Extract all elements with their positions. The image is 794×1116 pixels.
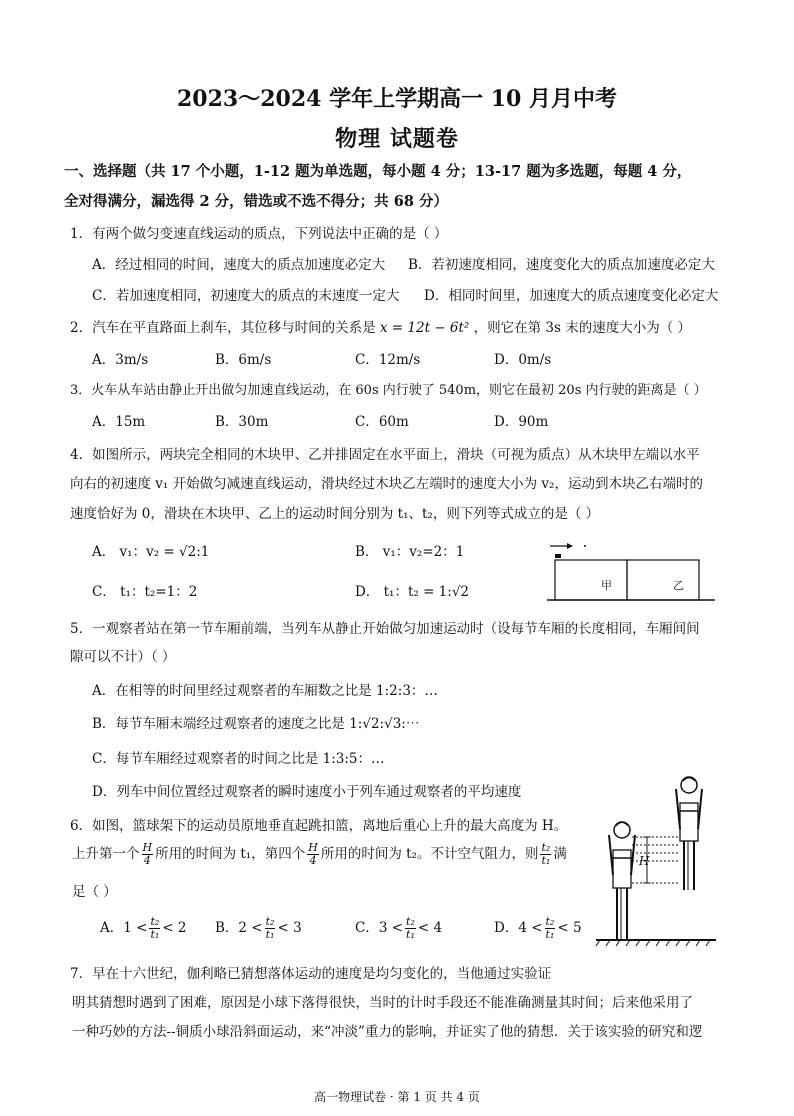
q5-option-a: A．在相等的时间里经过观察者的车厢数之比是 1:2:3：… — [92, 683, 438, 699]
frac-denominator: t₁ — [150, 928, 160, 941]
q1-stem: 1．有两个做匀变速直线运动的质点，下列说法中正确的是（ ） — [70, 226, 448, 242]
q6-option-a — [100, 916, 187, 941]
q6-option-d — [494, 916, 582, 941]
q6-option-d-frac — [545, 916, 556, 941]
q2-option-b: B．6m/s — [215, 352, 272, 368]
frac-numerator: t₂ — [150, 915, 160, 928]
q4-line3: 速度恰好为 0，滑块在木块甲、乙上的运动时间分别为 t₁、t₂，则下列等式成立的是（ ） — [70, 506, 600, 522]
q6-option-c-start: C．3 < — [355, 920, 404, 936]
q6-line2 — [72, 842, 567, 867]
q6-option-c — [355, 916, 442, 941]
q3-option-b: B．30m — [215, 414, 269, 430]
q3-option-a: A．15m — [92, 414, 146, 430]
q4-option-d: D． t₁：t₂ = 1:√2 — [355, 584, 470, 600]
q4-option-a: A． v₁：v₂ = √2:1 — [92, 544, 210, 560]
q6-option-b — [215, 916, 302, 941]
q2-option-c: C．12m/s — [355, 352, 421, 368]
q6-line2-c: 所用的时间为 t₂。不计空气阻力，则 — [320, 846, 539, 862]
q3-stem: 3．火车从车站由静止开出做匀加速直线运动，在 60s 内行驶了 540m，则它在最初 20s 内行驶的距离是（ ） — [70, 383, 707, 398]
q6-option-b-start: B．2 < — [215, 920, 263, 936]
frac-denominator: t₁ — [406, 928, 415, 941]
frac-denominator: t₁ — [545, 928, 555, 941]
q7-line1: 7．早在十六世纪，伽利略已猜想落体运动的速度是均匀变化的，当他通过实验证 — [70, 966, 552, 982]
q6-line2-b: 所用的时间为 t₁，第四个 — [155, 846, 306, 862]
q6-option-a-frac — [149, 916, 160, 941]
q4-line1: 4．如图所示，两块完全相同的木块甲、乙并排固定在水平面上，滑块（可视为质点）从木块甲左端以水平 — [70, 447, 700, 463]
q6-frac-h4-first — [142, 842, 154, 867]
frac-numerator: t₂ — [541, 841, 551, 854]
q2-option-d: D．0m/s — [494, 352, 552, 368]
q2-option-a: A．3m/s — [92, 352, 149, 368]
q4-option-b: B． v₁：v₂=2：1 — [355, 544, 465, 560]
q2-stem — [70, 316, 691, 336]
frac-numerator: H — [142, 841, 153, 854]
exam-subtitle: 物理 试题卷 — [335, 126, 459, 152]
q6-option-d-end: < 5 — [557, 920, 582, 936]
q6-frac-h4-fourth — [307, 842, 319, 867]
section-instructions-line1: 一、选择题（共 17 个小题，1-12 题为单选题，每小题 4 分；13-17 题为多选题，每题 4 分， — [64, 163, 692, 180]
q1-option-d: D．相同时间里，加速度大的质点速度变化必定大 — [424, 288, 719, 304]
q1-option-a: A．经过相同的时间，速度大的质点加速度必定大 — [92, 257, 386, 273]
q6-option-b-frac — [265, 916, 276, 941]
section-instructions-line2: 全对得满分，漏选得 2 分，错选或不选不得分；共 68 分） — [64, 193, 448, 210]
q5-option-c: C．每节车厢经过观察者的时间之比是 1:3:5：… — [92, 751, 385, 767]
q5-option-d: D．列车中间位置经过观察者的瞬时速度小于列车通过观察者的平均速度 — [92, 784, 522, 800]
q4-block-jia-label: 甲 — [601, 579, 612, 592]
q6-frac-ratio — [540, 842, 551, 867]
q7-line3: 一种巧妙的方法--铜质小球沿斜面运动，来“冲淡”重力的影响，并证实了他的猜想．关于该实验的研究和逻 — [72, 1024, 703, 1040]
q4-blocks-diagram — [545, 538, 725, 608]
q3-option-c: C．60m — [355, 414, 409, 430]
q5-option-b: B．每节车厢末端经过观察者的速度之比是 1:√2:√3:⋯ — [92, 716, 420, 732]
q6-line2-d: 满 — [553, 846, 567, 862]
q6-line1: 6．如图，篮球架下的运动员原地垂直起跳扣篮，离地后重心上升的最大高度为 H。 — [70, 818, 568, 834]
frac-numerator: t₂ — [406, 915, 415, 928]
q4-block-yi-label: 乙 — [673, 579, 684, 592]
frac-denominator: 4 — [143, 854, 151, 867]
frac-numerator: t₂ — [265, 915, 275, 928]
frac-denominator: t₁ — [265, 928, 275, 941]
q2-stem-pre: 2．汽车在平直路面上刹车，其位移与时间的关系是 — [70, 320, 376, 336]
frac-numerator: H — [308, 841, 318, 854]
q6-basketball-jump-diagram — [592, 775, 722, 950]
q5-line1: 5．一观察者站在第一节车厢前端，当列车从静止开始做匀加速运动时（设每节车厢的长度相同，车厢间间 — [70, 621, 700, 637]
q1-option-b: B．若初速度相同，速度变化大的质点加速度必定大 — [408, 257, 715, 273]
q6-option-c-end: < 4 — [417, 920, 443, 936]
q2-stem-post: ，则它在第 3s 末的速度大小为（ ） — [473, 320, 692, 336]
q6-height-h-label: H — [639, 854, 650, 868]
q6-option-a-start: A．1 < — [100, 920, 148, 936]
frac-numerator: t₂ — [545, 915, 555, 928]
q6-option-d-start: D．4 < — [494, 920, 543, 936]
q3-option-d: D．90m — [494, 414, 549, 430]
q6-option-c-frac — [405, 916, 416, 941]
q4-line2: 向右的初速度 v₁ 开始做匀减速直线运动，滑块经过木块乙左端时的速度大小为 v₂，运动到木块乙右端时的 — [70, 476, 703, 492]
q6-line3: 足（ ） — [72, 884, 117, 900]
q5-line2: 隙可以不计）（ ） — [70, 649, 176, 665]
exam-title: 2023～2024 学年上学期高一 10 月月中考 — [176, 86, 618, 112]
q6-option-b-end: < 3 — [277, 920, 302, 936]
q6-line2-a: 上升第一个 — [72, 846, 140, 862]
q4-option-c: C． t₁：t₂=1：2 — [92, 584, 198, 600]
q1-option-c: C．若加速度相同，初速度大的质点的末速度一定大 — [92, 288, 400, 304]
page-footer: 高一物理试卷 · 第 1 页 共 4 页 — [314, 1090, 480, 1104]
frac-denominator: t₁ — [541, 854, 551, 867]
q6-option-a-end: < 2 — [162, 920, 187, 936]
q7-line2: 明其猜想时遇到了困难，原因是小球下落得很快，当时的计时手段还不能准确测量其时间；后来他采用了 — [72, 995, 693, 1011]
q2-formula: x = 12t − 6t² — [379, 320, 470, 336]
frac-denominator: 4 — [309, 854, 317, 867]
